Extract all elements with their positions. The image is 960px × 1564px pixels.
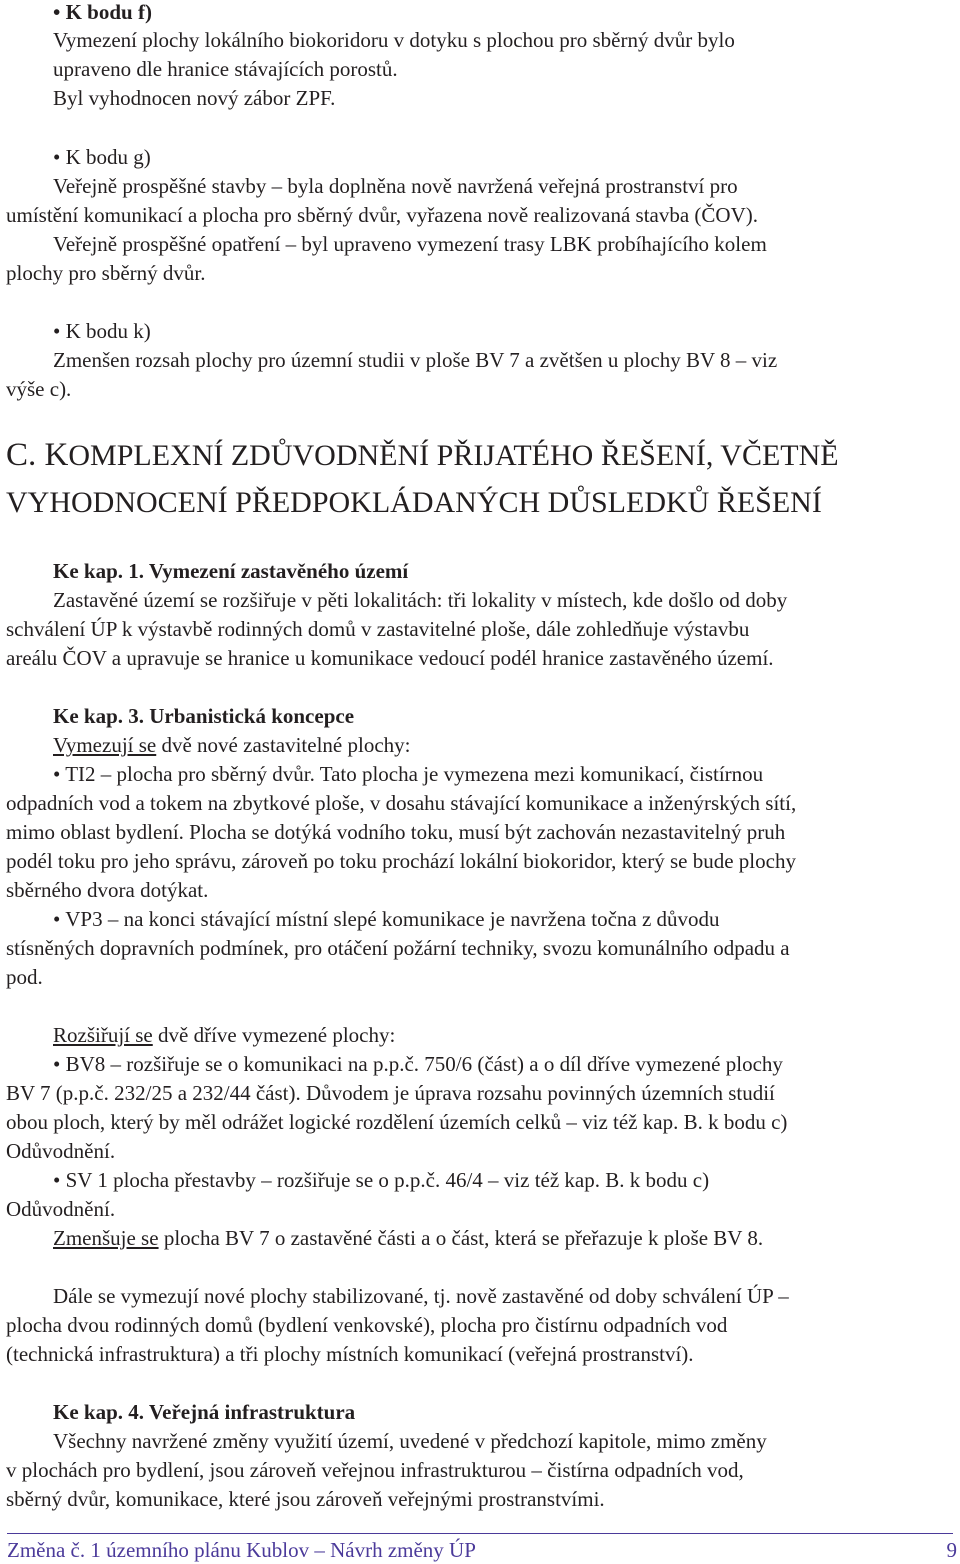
ti2-line: sběrného dvora dotýkat. (6, 878, 209, 902)
vp3-line: pod. (6, 965, 43, 989)
heading-initial: K (44, 437, 69, 473)
kap1-line: Zastavěné území se rozšiřuje v pěti lokalitách: tři lokality v místech, kde došlo od doby (53, 588, 788, 612)
bv8-line: • BV8 – rozšiřuje se o komunikaci na p.p.č. 750/6 (část) a o díl dříve vymezené plochy (53, 1052, 783, 1076)
section-g-line: Veřejně prospěšné opatření – byl upraveno vymezení trasy LBK probíhajícího kolem (53, 232, 767, 256)
ti2-line: • TI2 – plocha pro sběrný dvůr. Tato plocha je vymezena mezi komunikací, čistírnou (53, 762, 764, 786)
rozsiruji-underlined: Rozšiřují se (53, 1023, 153, 1047)
heading-prefix: C. (6, 437, 45, 473)
section-f-line: Byl vyhodnocen nový zábor ZPF. (53, 86, 336, 110)
zmensuje-line (53, 1224, 960, 1252)
kap3-title: Ke kap. 3. Urbanistická koncepce (53, 704, 355, 728)
kap4-line: sběrný dvůr, komunikace, které jsou zároveň veřejnými prostranstvími. (6, 1487, 605, 1511)
dale-line: Dále se vymezují nové plochy stabilizované, tj. nově zastavěné od doby schválení ÚP – (53, 1284, 789, 1308)
kap1-line: areálu ČOV a upravuje se hranice u komunikace vedoucí podél hranice zastavěného území. (6, 646, 774, 670)
section-g-line: Veřejně prospěšné stavby – byla doplněna nově navržená veřejná prostranství pro (53, 174, 738, 198)
rozsiruji-line (53, 1021, 960, 1049)
zmensuje-underlined: Zmenšuje se (53, 1226, 159, 1250)
zmensuje-rest: plocha BV 7 o zastavěné části a o část, která se přeřazuje k ploše BV 8. (158, 1226, 764, 1250)
page-number: 9 (946, 1538, 957, 1562)
bv8-line: Odůvodnění. (6, 1139, 116, 1163)
section-k-line: Zmenšen rozsah plochy pro územní studii v ploše BV 7 a zvětšen u plochy BV 8 – viz (53, 348, 778, 372)
ti2-line: odpadních vod a tokem na zbytkové ploše, v dosahu stávající komunikace a inženýrských sítí, (6, 791, 797, 815)
bv8-line: obou ploch, který by měl odrážet logické rozdělení územích celků – viz též kap. B. k bodu c) (6, 1110, 788, 1134)
dale-line: plocha dvou rodinných domů (bydlení venkovské), plocha pro čistírnu odpadních vod (6, 1313, 728, 1337)
vymezuji-rest: dvě nové zastavitelné plochy: (156, 733, 411, 757)
bv8-line: BV 7 (p.p.č. 232/25 a 232/44 část). Důvodem je úprava rozsahu povinných územních studií (6, 1081, 775, 1105)
section-f-line: Vymezení plochy lokálního biokoridoru v dotyku s plochou pro sběrný dvůr bylo (53, 28, 735, 52)
chapter-heading-line-2: VYHODNOCENÍ PŘEDPOKLÁDANÝCH DŮSLEDKŮ ŘEŠENÍ (6, 486, 822, 519)
section-k-line: výše c). (6, 377, 72, 401)
kap4-line: Všechny navržené změny využití území, uvedené v předchozí kapitole, mimo změny (53, 1429, 767, 1453)
section-g-line: umístění komunikací a plocha pro sběrný dvůr, vyřazena nově realizovaná stavba (ČOV). (6, 203, 758, 227)
section-g-title: • K bodu g) (53, 145, 151, 169)
kap4-title: Ke kap. 4. Veřejná infrastruktura (53, 1400, 356, 1424)
kap1-line: schválení ÚP k výstavbě rodinných domů v zastavitelné ploše, dále zohledňuje výstavbu (6, 617, 750, 641)
section-k-title: • K bodu k) (53, 319, 151, 343)
chapter-heading-line-1 (6, 436, 839, 475)
kap1-title: Ke kap. 1. Vymezení zastavěného území (53, 559, 409, 583)
section-f-title: • K bodu f) (53, 0, 152, 24)
ti2-line: podél toku pro jeho správu, zároveň po toku prochází lokální biokoridor, který se bude plochy (6, 849, 796, 873)
page-footer (7, 1536, 957, 1564)
dale-line: (technická infrastruktura) a tři plochy místních komunikací (veřejná prostranství). (6, 1342, 694, 1366)
rozsiruji-rest: dvě dříve vymezené plochy: (152, 1023, 396, 1047)
heading-rest: OMPLEXNÍ ZDŮVODNĚNÍ PŘIJATÉHO ŘEŠENÍ, VČETNĚ (68, 439, 839, 472)
sv1-line: Odůvodnění. (6, 1197, 116, 1221)
vymezuji-underlined: Vymezují se (53, 733, 157, 757)
footer-title: Změna č. 1 územního plánu Kublov – Návrh změny ÚP (7, 1538, 476, 1562)
vp3-line: stísněných dopravních podmínek, pro otáčení požární techniky, svozu komunálního odpadu a (6, 936, 790, 960)
section-f-line: upraveno dle hranice stávajících porostů. (53, 57, 398, 81)
section-g-line: plochy pro sběrný dvůr. (6, 261, 206, 285)
kap4-line: v plochách pro bydlení, jsou zároveň veřejnou infrastrukturou – čistírna odpadních vod, (6, 1458, 744, 1482)
vp3-line: • VP3 – na konci stávající místní slepé komunikace je navržena točna z důvodu (53, 907, 720, 931)
footer-divider (7, 1533, 953, 1534)
ti2-line: mimo oblast bydlení. Plocha se dotýká vodního toku, musí být zachován nezastavitelný pruh (6, 820, 786, 844)
kap3-vymezuji-line (53, 731, 960, 759)
sv1-line: • SV 1 plocha přestavby – rozšiřuje se o p.p.č. 46/4 – viz též kap. B. k bodu c) (53, 1168, 710, 1192)
